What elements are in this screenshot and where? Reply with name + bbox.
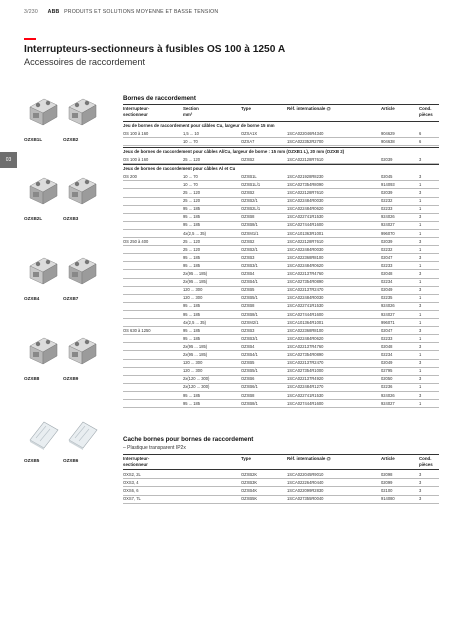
cell-pack: 3	[419, 156, 422, 162]
table-row	[0, 302, 452, 310]
cell-section: 25 ... 120	[183, 156, 201, 162]
table-row	[0, 351, 452, 359]
cell-type: OZXB4K	[241, 488, 258, 494]
cell-ref: 1SCA101363R1001	[287, 230, 324, 236]
col-header-section: Section mm²	[183, 106, 199, 117]
table-row	[0, 478, 452, 486]
cell-ref: 1SCA022128R7610	[287, 156, 324, 162]
table-row	[0, 399, 452, 407]
chapter-tab: 03	[0, 152, 17, 168]
cell-pack: 1	[419, 262, 422, 268]
row-divider	[123, 145, 439, 146]
cell-ref: 1SCA027354R0890	[287, 279, 324, 285]
cell-section: 2x(120 ... 300)	[183, 376, 210, 382]
table-row	[0, 237, 452, 245]
cell-section: 95 ... 185	[183, 392, 201, 398]
cell-ref: 1SCA022484R0030	[287, 246, 324, 252]
product-label: OZXB2	[63, 137, 79, 142]
col-header-switch: Interrupteur-sectionneur	[123, 106, 150, 117]
cell-pack: 1	[419, 206, 422, 212]
cell-article: 02235	[381, 295, 393, 301]
cell-section: 95 ... 185	[183, 400, 201, 406]
cell-pack: 1	[419, 230, 422, 236]
cell-section: 120 ... 300	[183, 295, 203, 301]
table-row	[0, 375, 452, 383]
page-subtitle: Accessoires de raccordement	[24, 57, 146, 67]
cell-switch: OXS2, 2L	[123, 471, 141, 477]
cell-pack: 1	[419, 319, 422, 325]
cell-pack: 1	[419, 279, 422, 285]
cell-type: OZXB2L/1	[241, 206, 261, 212]
table-row	[0, 189, 452, 197]
cell-type: OZXB3/1	[241, 335, 258, 341]
table-row	[0, 487, 452, 495]
table-row	[0, 229, 452, 237]
divider	[123, 454, 439, 455]
cell-type: OZXM2/1	[241, 319, 259, 325]
cell-article: 02049	[381, 287, 393, 293]
cell-section: 10 ... 70	[183, 173, 198, 179]
col-header-type: Type	[241, 106, 251, 111]
table-row	[0, 155, 452, 163]
terminal-cover-icon	[24, 414, 62, 452]
cell-article: 02233	[381, 206, 393, 212]
cell-pack: 3	[419, 392, 422, 398]
cell-type: OZXB1L	[241, 173, 257, 179]
accent-bar	[24, 38, 36, 40]
cell-type: OZXB4	[241, 271, 255, 276]
cell-type: OZXB8/1	[241, 311, 258, 317]
cell-pack: 1	[419, 198, 422, 204]
cell-article: 924026	[381, 214, 395, 220]
col-header-article: Article	[381, 106, 395, 111]
cell-type: OZXB1L/1	[241, 181, 261, 187]
cell-ref: 1SCA022484R0620	[287, 262, 324, 268]
col-header-article: Article	[381, 456, 395, 461]
cell-pack: 6	[419, 138, 422, 144]
cell-pack: 3	[419, 376, 422, 382]
cell-ref: 1SCA027355R0040	[287, 496, 324, 502]
cell-type: OZXB8	[241, 303, 255, 309]
cell-switch: OXS3, 4	[123, 479, 139, 485]
covers-title: Cache bornes pour bornes de raccordement	[123, 436, 254, 443]
cell-ref: 1SCA022137R4760	[287, 271, 324, 276]
section-name: PRODUITS ET SOLUTIONS MOYENNE ET BASSE TENSION	[64, 9, 219, 15]
cell-pack: 1	[419, 352, 422, 357]
cell-ref: 1SCA022128R7610	[287, 190, 324, 195]
table-row	[0, 270, 452, 278]
cell-article: 904638	[381, 138, 395, 144]
cell-section: 1,5 ... 10	[183, 130, 199, 136]
cell-article: 924026	[381, 392, 395, 398]
table-row	[0, 197, 452, 205]
cell-switch: OS 250 à 400	[123, 238, 149, 244]
cell-article: 02099	[381, 479, 393, 485]
table-row	[0, 391, 452, 399]
product-label: OZXB7	[63, 296, 79, 301]
cell-ref: 1SCA022099R2830	[287, 488, 324, 494]
col-header-ref: Réf. internationale @	[287, 106, 331, 111]
cell-type: OZXB2/1	[241, 198, 258, 204]
cell-article: 02232	[381, 198, 393, 204]
group-title: Jeux de bornes de raccordement pour câbles Al et Cu	[123, 165, 236, 171]
cell-pack: 3	[419, 254, 422, 260]
cell-ref: 1SCA027444R1600	[287, 311, 324, 317]
table-row	[0, 310, 452, 318]
product-label: OZXB9	[63, 376, 79, 381]
cell-article: 02050	[381, 376, 393, 382]
cell-article: 914093	[381, 181, 395, 187]
cell-article: 02048	[381, 343, 393, 349]
cell-type: OZXB2	[241, 238, 255, 244]
cell-article: 02045	[381, 173, 393, 179]
terminal-connector-icon	[63, 93, 101, 131]
terminal-cover-icon	[63, 414, 101, 452]
cell-section: 25 ... 120	[183, 246, 201, 252]
table-row	[0, 359, 452, 367]
cell-article: 02236	[381, 384, 393, 390]
cell-type: OZXB6/1	[241, 384, 258, 390]
table-row	[0, 221, 452, 229]
row-divider	[123, 503, 439, 504]
col-header-type: Type	[241, 456, 251, 461]
cell-section: 95 ... 185	[183, 206, 201, 212]
cell-section: 120 ... 300	[183, 360, 203, 366]
cell-pack: 3	[419, 496, 422, 502]
cell-article: 02232	[381, 246, 393, 252]
cell-section: 95 ... 185	[183, 335, 201, 341]
cell-type: OZXB5	[241, 360, 255, 366]
cell-ref: 1SCA022352R2700	[287, 138, 324, 144]
cell-pack: 3	[419, 360, 422, 366]
table-row	[0, 129, 452, 137]
table-row	[0, 213, 452, 221]
cell-ref: 1SCA022264R0440	[287, 479, 324, 485]
product-picture	[63, 414, 101, 463]
cell-ref: 1SCA027444R1600	[287, 400, 324, 406]
cell-ref: 1SCA027354R0890	[287, 352, 324, 357]
cell-type: OZXB3	[241, 254, 255, 260]
cell-article: 02047	[381, 327, 393, 333]
cell-type: OZXB2/1	[241, 246, 258, 252]
cell-pack: 3	[419, 488, 422, 494]
cell-article: 02047	[381, 254, 393, 260]
cell-article: 924027	[381, 222, 395, 228]
cell-article: 996070	[381, 230, 395, 236]
cell-section: 2x(120 ... 300)	[183, 384, 210, 390]
cell-switch: OS 100 à 160	[123, 130, 149, 136]
cell-section: 95 ... 185	[183, 311, 201, 317]
cell-type: OZXB6	[241, 376, 255, 382]
cell-pack: 1	[419, 311, 422, 317]
brand-logo: ABB	[47, 9, 60, 15]
cell-ref: 1SCA022484R1270	[287, 384, 324, 390]
cell-section: 95 ... 185	[183, 303, 201, 309]
cell-type: OZXA1X	[241, 130, 258, 136]
cell-pack: 1	[419, 384, 422, 390]
cell-section: 95 ... 185	[183, 214, 201, 220]
cell-section: 10 ... 70	[183, 138, 198, 144]
cell-type: OZXB3/1	[241, 262, 258, 268]
cell-ref: 1SCA022137R4920	[287, 376, 324, 382]
table-row	[0, 326, 452, 334]
cell-pack: 3	[419, 190, 422, 195]
table-row	[0, 253, 452, 261]
cell-section: 2x(95 ... 185)	[183, 271, 208, 276]
product-picture	[24, 414, 62, 463]
product-label: OZXB5	[24, 458, 40, 463]
cell-type: OZXB5	[241, 287, 255, 293]
table-row	[0, 245, 452, 253]
cell-section: 25 ... 120	[183, 198, 201, 204]
cell-article: 02234	[381, 352, 393, 357]
cell-article: 924027	[381, 400, 395, 406]
cell-section: 25 ... 120	[183, 238, 201, 244]
cell-section: 4x(2,5 ... 35)	[183, 230, 206, 236]
col-header-pack: Cond. pièces	[419, 106, 433, 117]
cell-article: 02098	[381, 471, 393, 477]
cell-ref: 1SCA022741R1530	[287, 392, 324, 398]
cell-ref: 1SCA022046R4340	[287, 130, 324, 136]
cell-type: OZXB2K	[241, 471, 258, 477]
cell-ref: 1SCA022484R0030	[287, 295, 324, 301]
col-header-ref: Réf. internationale @	[287, 456, 331, 461]
cell-type: OZXB3K	[241, 479, 258, 485]
cell-section: 95 ... 185	[183, 327, 201, 333]
cell-switch: OS 200	[123, 173, 137, 179]
table-row	[0, 470, 452, 478]
cell-ref: 1SCA022484R0620	[287, 206, 324, 212]
cell-ref: 1SCA027354R1000	[287, 368, 324, 374]
table-row	[0, 367, 452, 375]
group-title: Jeu de bornes de raccordement pour câbles Cu, largeur de borne 15 mm	[123, 122, 275, 128]
page-header	[24, 9, 218, 15]
cell-type: OZXB5/1	[241, 295, 258, 301]
cell-type: OZXB5/1	[241, 368, 258, 374]
col-header-switch: Interrupteur-sectionneur	[123, 456, 150, 467]
cell-pack: 3	[419, 327, 422, 333]
cell-article: 02039	[381, 190, 393, 195]
cell-type: OZXB4/1	[241, 279, 258, 285]
cell-section: 95 ... 185	[183, 222, 201, 228]
table-row	[0, 172, 452, 180]
cell-type: OZXB5K	[241, 496, 258, 502]
cell-ref: 1SCA022741R1530	[287, 303, 324, 309]
terminals-title: Bornes de raccordement	[123, 95, 196, 102]
cell-ref: 1SCA022368R8100	[287, 327, 324, 333]
cell-ref: 1SCA022128R7610	[287, 238, 324, 244]
cell-section: 120 ... 300	[183, 368, 203, 374]
cell-pack: 3	[419, 214, 422, 220]
cell-pack: 1	[419, 181, 422, 187]
cell-pack: 3	[419, 303, 422, 309]
cell-ref: 1SCA027444R1600	[287, 222, 324, 228]
cell-pack: 1	[419, 335, 422, 341]
cell-ref: 1SCA022484R0030	[287, 198, 324, 204]
cell-article: 02233	[381, 335, 393, 341]
cell-type: OZXA7	[241, 138, 255, 144]
cell-pack: 1	[419, 295, 422, 301]
table-row	[0, 205, 452, 213]
cell-type: OZXB4	[241, 343, 255, 349]
table-row	[0, 278, 452, 286]
cell-ref: 1SCA021928R8230	[287, 173, 324, 179]
cell-section: 95 ... 185	[183, 262, 201, 268]
cell-type: OZXB8/1	[241, 222, 258, 228]
cell-pack: 3	[419, 343, 422, 349]
cell-pack: 3	[419, 479, 422, 485]
cell-pack: 3	[419, 471, 422, 477]
table-row	[0, 261, 452, 269]
cell-ref: 1SCA022741R1530	[287, 214, 324, 220]
cell-section: 95 ... 185	[183, 254, 201, 260]
cell-section: 4x(2,5 ... 35)	[183, 319, 206, 325]
cell-switch: OS 630 à 1250	[123, 327, 151, 333]
product-label: OZXB4	[24, 296, 40, 301]
cell-type: OZXB8/1	[241, 400, 258, 406]
cell-pack: 1	[419, 400, 422, 406]
cell-ref: 1SCA101364R1001	[287, 319, 324, 325]
cell-pack: 3	[419, 173, 422, 179]
cell-section: 2x(95 ... 185)	[183, 279, 208, 285]
cell-pack: 3	[419, 271, 422, 276]
cell-ref: 1SCA022137R2470	[287, 287, 324, 293]
table-row	[0, 342, 452, 350]
product-label: OZXB3	[63, 216, 79, 221]
page-title: Interrupteurs-sectionneurs à fusibles OS 100 à 1250 A	[24, 44, 286, 55]
cell-pack: 1	[419, 368, 422, 374]
product-label: OZXB6	[63, 458, 79, 463]
cell-article: 02234	[381, 279, 393, 285]
product-label: OZXB8	[24, 376, 40, 381]
cell-article: 996071	[381, 319, 395, 325]
cell-switch: OS 100 à 160	[123, 156, 149, 162]
cell-type: OZXB3	[241, 327, 255, 333]
col-header-pack: Cond. pièces	[419, 456, 433, 467]
cell-article: 924026	[381, 303, 395, 309]
cell-article: 02048	[381, 271, 393, 276]
cell-article: 02233	[381, 262, 393, 268]
table-row	[0, 383, 452, 391]
page-number: 3/230	[24, 9, 38, 15]
cell-pack: 3	[419, 287, 422, 293]
cell-section: 2x(95 ... 185)	[183, 352, 208, 357]
cell-pack: 3	[419, 238, 422, 244]
table-row	[0, 286, 452, 294]
table-row	[0, 495, 452, 503]
cell-article: 02100	[381, 488, 393, 494]
cell-type: OZXB8	[241, 214, 255, 220]
divider	[123, 104, 439, 105]
cell-switch: OXS6, 6	[123, 488, 139, 494]
table-row	[0, 180, 452, 188]
product-label: OZXB2L	[24, 216, 43, 221]
cell-article: 914080	[381, 496, 395, 502]
cell-type: OZXB2	[241, 190, 255, 195]
cell-ref: 1SCA022137R2470	[287, 360, 324, 366]
cell-article: 02049	[381, 360, 393, 366]
cell-section: 10 ... 70	[183, 181, 198, 187]
table-row	[0, 318, 452, 326]
cell-section: 2x(95 ... 185)	[183, 343, 208, 349]
covers-subtitle: – Plastique transparent IP2x	[123, 445, 186, 451]
cell-type: OZXB8	[241, 392, 255, 398]
cell-pack: 1	[419, 246, 422, 252]
cell-article: 02795	[381, 368, 393, 374]
table-row	[0, 294, 452, 302]
product-label: OZXB1L	[24, 137, 43, 142]
cell-article: 02039	[381, 238, 393, 244]
table-row	[0, 334, 452, 342]
cell-pack: 1	[419, 222, 422, 228]
cell-article: 02039	[381, 156, 393, 162]
cell-ref: 1SCA022368R8100	[287, 254, 324, 260]
table-row	[0, 137, 452, 145]
cell-ref: 1SCA027354R8090	[287, 181, 324, 187]
cell-section: 120 ... 300	[183, 287, 203, 293]
cell-ref: 1SCA022137R4760	[287, 343, 324, 349]
cell-type: OZXM1/1	[241, 230, 259, 236]
cell-article: 924027	[381, 311, 395, 317]
cell-ref: 1SCA022484R0620	[287, 335, 324, 341]
row-divider	[123, 407, 439, 408]
group-title: Jeux de bornes de raccordement pour câbles Al/Cu, largeur de borne : 15 mm (OZXB1 L), 20 mm (OZXB 2)	[123, 148, 345, 154]
cell-switch: OXS7, 7L	[123, 496, 141, 502]
cell-type: OZXB4/1	[241, 352, 258, 357]
cell-ref: 1SCA022045R9010	[287, 471, 324, 477]
cell-section: 25 ... 120	[183, 190, 201, 195]
terminal-connector-icon	[24, 93, 62, 131]
cell-pack: 6	[419, 130, 422, 136]
cell-type: OZXB2	[241, 156, 255, 162]
cell-article: 904629	[381, 130, 395, 136]
